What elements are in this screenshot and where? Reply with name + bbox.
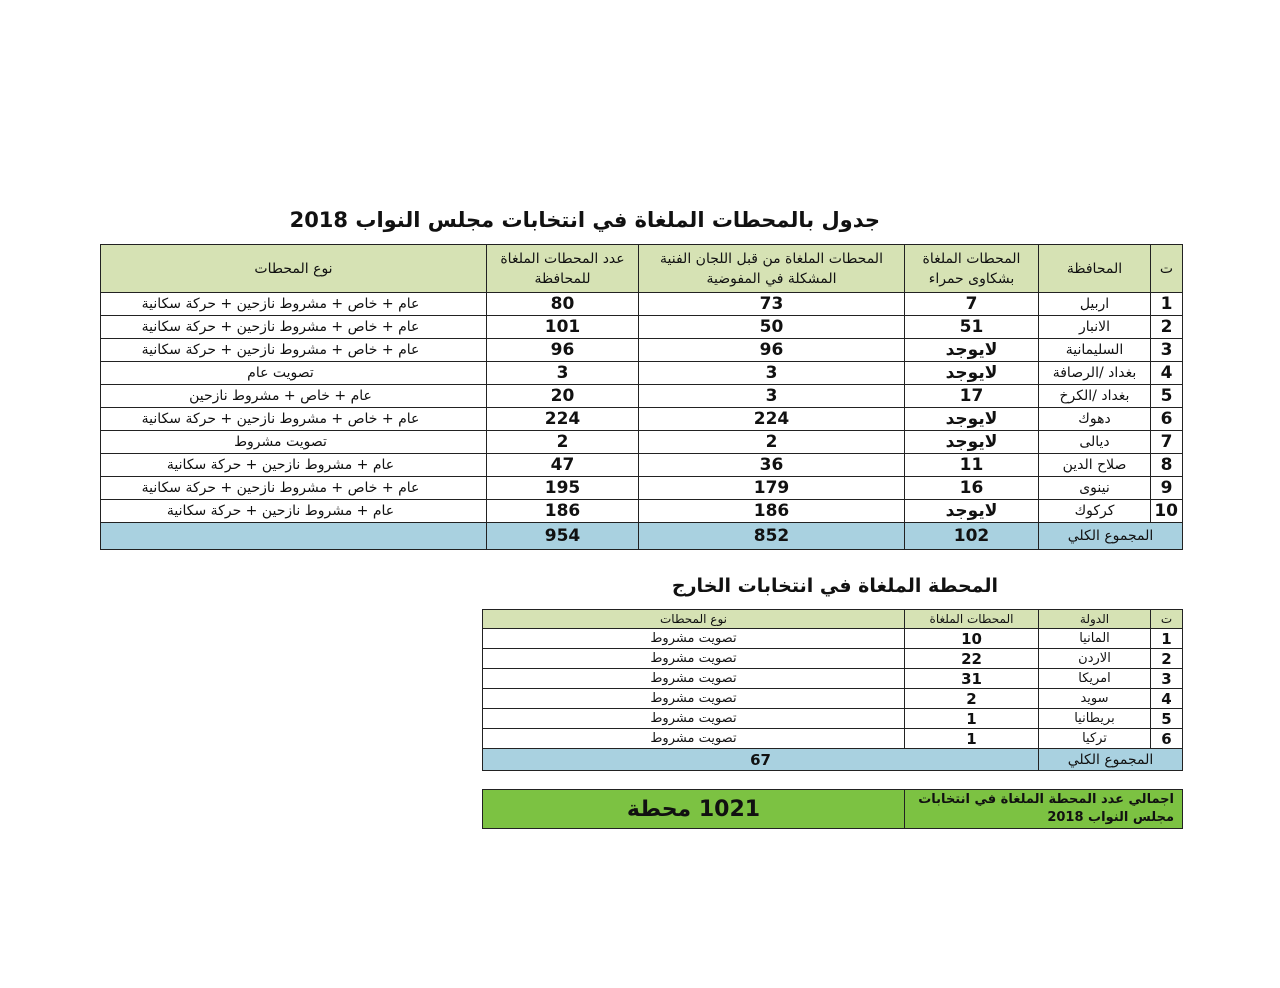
row-province: بغداد /الكرخ [1039,385,1151,408]
row-province-total: 186 [487,500,639,523]
abroad-header-cancelled: المحطات الملغاة [905,610,1039,629]
row-province-total: 80 [487,293,639,316]
abroad-header-country: الدولة [1039,610,1151,629]
abroad-total-value: 67 [483,749,1039,771]
table-row [101,339,1183,362]
row-station-type: تصويت مشروط [483,689,905,709]
row-cancelled: 10 [905,629,1039,649]
row-cancelled: 1 [905,709,1039,729]
grand-total-label: اجمالي عدد المحطة الملغاة في انتخابات مجلس النواب 2018 [905,790,1183,829]
row-red-complaints: لايوجد [905,362,1039,385]
main-title: جدول بالمحطات الملغاة في انتخابات مجلس النواب 2018 [289,208,880,232]
main-total-row [101,523,1183,550]
row-province: بغداد /الرصافة [1039,362,1151,385]
row-station-type: تصويت مشروط [483,649,905,669]
row-province: صلاح الدين [1039,454,1151,477]
row-red-complaints: لايوجد [905,500,1039,523]
row-province: ديالى [1039,431,1151,454]
row-index: 5 [1151,709,1183,729]
row-station-type: تصويت مشروط [483,709,905,729]
table-row [101,408,1183,431]
row-committees: 96 [639,339,905,362]
table-row [101,316,1183,339]
row-country: امريكا [1039,669,1151,689]
row-country: بريطانيا [1039,709,1151,729]
row-index: 7 [1151,431,1183,454]
table-row [483,649,1183,669]
row-committees: 224 [639,408,905,431]
row-red-complaints: لايوجد [905,431,1039,454]
table-row [483,669,1183,689]
abroad-header-idx: ت [1151,610,1183,629]
header-idx: ت [1151,245,1183,293]
row-station-type: تصويت مشروط [101,431,487,454]
grand-total-row [483,790,1183,829]
row-index: 4 [1151,362,1183,385]
row-province: السليمانية [1039,339,1151,362]
abroad-header-station-type: نوع المحطات [483,610,905,629]
row-station-type: عام + خاص + مشروط نازحين [101,385,487,408]
row-index: 9 [1151,477,1183,500]
row-station-type: عام + مشروط نازحين + حركة سكانية [101,454,487,477]
row-index: 1 [1151,293,1183,316]
row-committees: 2 [639,431,905,454]
row-cancelled: 2 [905,689,1039,709]
row-country: سويد [1039,689,1151,709]
row-red-complaints: 17 [905,385,1039,408]
row-committees: 3 [639,362,905,385]
table-row [483,629,1183,649]
row-station-type: تصويت مشروط [483,729,905,749]
row-station-type: عام + خاص + مشروط نازحين + حركة سكانية [101,339,487,362]
total-committees: 852 [639,523,905,550]
abroad-total-label: المجموع الكلي [1039,749,1183,771]
table-row [101,454,1183,477]
total-label: المجموع الكلي [1039,523,1183,550]
abroad-title: المحطة الملغاة في انتخابات الخارج [671,575,999,597]
row-committees: 3 [639,385,905,408]
table-row [101,431,1183,454]
row-province-total: 20 [487,385,639,408]
row-station-type: عام + خاص + مشروط نازحين + حركة سكانية [101,293,487,316]
header-province-total: عدد المحطات الملغاة للمحافظة [487,245,639,293]
row-province: اربيل [1039,293,1151,316]
row-index: 2 [1151,649,1183,669]
row-province-total: 195 [487,477,639,500]
row-index: 6 [1151,729,1183,749]
row-province: دهوك [1039,408,1151,431]
row-index: 3 [1151,339,1183,362]
row-station-type: عام + خاص + مشروط نازحين + حركة سكانية [101,408,487,431]
header-red-complaints: المحطات الملغاة بشكاوى حمراء [905,245,1039,293]
row-red-complaints: 16 [905,477,1039,500]
grand-total-table [482,789,1183,829]
total-red: 102 [905,523,1039,550]
row-province-total: 224 [487,408,639,431]
total-type-empty [101,523,487,550]
abroad-total-row [483,749,1183,771]
table-row [483,689,1183,709]
row-cancelled: 1 [905,729,1039,749]
row-red-complaints: 51 [905,316,1039,339]
row-red-complaints: لايوجد [905,339,1039,362]
row-index: 1 [1151,629,1183,649]
row-committees: 50 [639,316,905,339]
row-station-type: عام + مشروط نازحين + حركة سكانية [101,500,487,523]
row-committees: 73 [639,293,905,316]
row-index: 8 [1151,454,1183,477]
row-cancelled: 22 [905,649,1039,669]
row-province-total: 101 [487,316,639,339]
header-committees: المحطات الملغاة من قبل اللجان الفنية المشكلة في المفوضية [639,245,905,293]
row-province: كركوك [1039,500,1151,523]
row-index: 5 [1151,385,1183,408]
row-station-type: تصويت مشروط [483,669,905,689]
total-province: 954 [487,523,639,550]
table-row [483,729,1183,749]
row-province: نينوى [1039,477,1151,500]
row-cancelled: 31 [905,669,1039,689]
row-index: 10 [1151,500,1183,523]
table-row [101,477,1183,500]
row-committees: 179 [639,477,905,500]
abroad-stations-table [482,609,1183,771]
row-province-total: 3 [487,362,639,385]
header-station-type: نوع المحطات [101,245,487,293]
table-row [101,385,1183,408]
row-red-complaints: 11 [905,454,1039,477]
row-country: المانيا [1039,629,1151,649]
table-row [483,709,1183,729]
row-red-complaints: 7 [905,293,1039,316]
row-province-total: 47 [487,454,639,477]
table-row [101,362,1183,385]
row-province-total: 96 [487,339,639,362]
row-index: 3 [1151,669,1183,689]
main-stations-table [100,244,1183,550]
header-province: المحافظة [1039,245,1151,293]
row-province-total: 2 [487,431,639,454]
row-station-type: عام + خاص + مشروط نازحين + حركة سكانية [101,477,487,500]
row-committees: 186 [639,500,905,523]
table-header-row [101,245,1183,293]
row-province: الانبار [1039,316,1151,339]
table-row [101,293,1183,316]
table-row [101,500,1183,523]
row-station-type: عام + خاص + مشروط نازحين + حركة سكانية [101,316,487,339]
grand-total-value: 1021 محطة [483,790,905,829]
row-station-type: تصويت مشروط [483,629,905,649]
row-index: 2 [1151,316,1183,339]
abroad-header-row [483,610,1183,629]
row-country: تركيا [1039,729,1151,749]
row-red-complaints: لايوجد [905,408,1039,431]
row-index: 6 [1151,408,1183,431]
row-country: الاردن [1039,649,1151,669]
row-index: 4 [1151,689,1183,709]
row-committees: 36 [639,454,905,477]
row-station-type: تصويت عام [101,362,487,385]
